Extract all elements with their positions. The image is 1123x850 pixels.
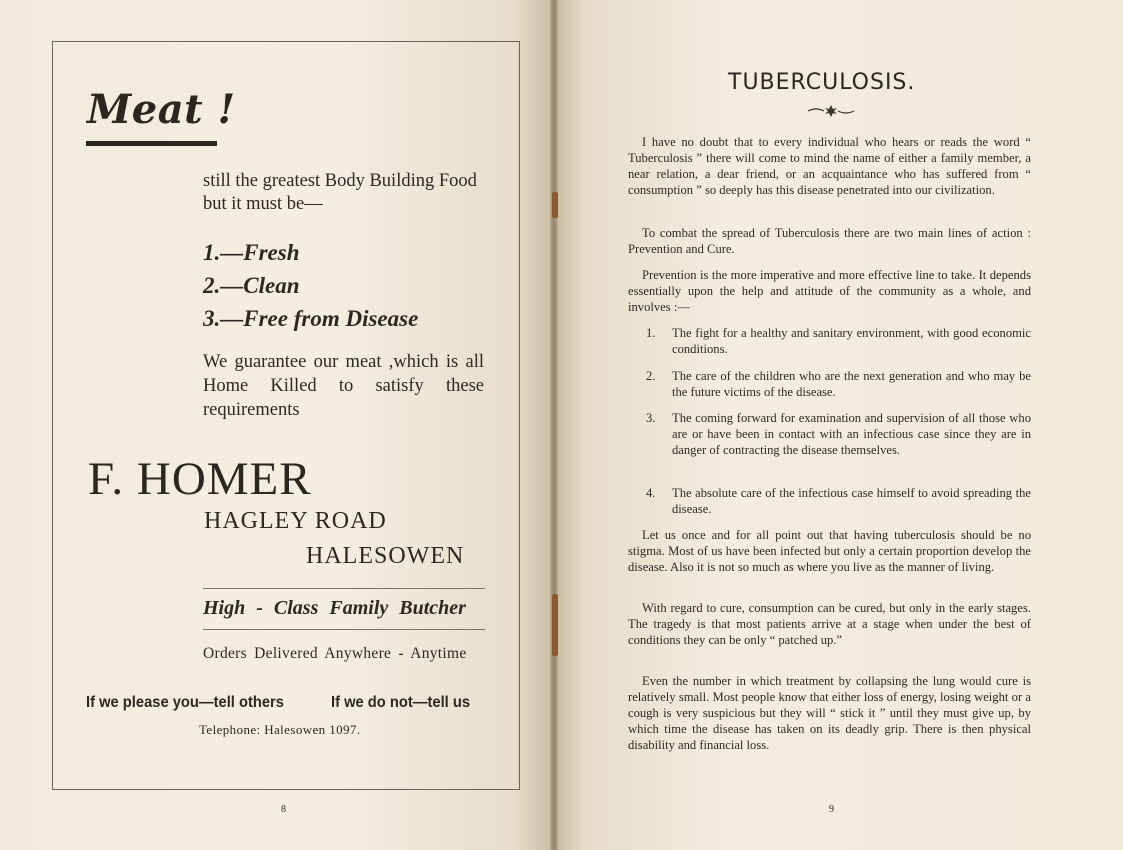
page-number-right: 9 — [829, 804, 834, 815]
requirement-item: 3.—Free from Disease — [203, 306, 419, 331]
slogan-right: If we do not—tell us — [331, 694, 471, 711]
slogan-left: If we please you—tell others — [86, 694, 284, 711]
staple-top — [552, 192, 558, 218]
divider-bottom — [203, 629, 485, 630]
advert-heading: Meat ! — [87, 86, 236, 133]
list-text: The absolute care of the infectious case himself to avoid spreading the disease. — [672, 486, 1031, 516]
paragraph: I have no doubt that to every individual who hears or reads the word “ Tuberculosis ” there will come to mind the name of either a family member, a near relation, a dear friend, or an acquaintance who has suffered from “ consumption ” so deeply has this disease penetrated into our civilization. — [628, 135, 1031, 197]
advert-intro: still the greatest Body Building Food but it must be— — [203, 171, 477, 214]
heading-underline — [86, 141, 217, 146]
paragraph: Prevention is the more imperative and more effective line to take. It depends essentially upon the help and attitude of the community as a whole, and involves :— — [628, 268, 1031, 314]
requirement-item: 2.—Clean — [203, 273, 300, 298]
paragraph: Let us once and for all point out that having tuberculosis should be no stigma. Most of us have been infected but only a certain proportion develop the disease. Also it is not so much as where you live as the manner of living. — [628, 528, 1031, 574]
address-line-2: HALESOWEN — [306, 543, 465, 569]
page-number-left: 8 — [281, 804, 286, 815]
business-name: F. HOMER — [88, 453, 312, 505]
list-text: The care of the children who are the next generation and who may be the future victims of the disease. — [672, 369, 1031, 399]
divider-top — [203, 588, 485, 589]
list-number: 2. — [646, 369, 656, 383]
telephone-line: Telephone: Halesowen 1097. — [199, 722, 361, 737]
list-number: 4. — [646, 486, 656, 500]
ornament-icon — [806, 104, 856, 118]
spine-gutter — [550, 0, 558, 850]
list-number: 1. — [646, 326, 656, 340]
staple-bottom — [552, 594, 558, 656]
business-tagline: High - Class Family Butcher — [203, 597, 466, 619]
list-text: The coming forward for examination and supervision of all those who are or have been in contact with an infectious case since they are in danger of contracting the disease themselves. — [672, 411, 1031, 457]
paragraph: With regard to cure, consumption can be cured, but only in the early stages. The tragedy is that most patients arrive at a stage when under the best of conditions they can be only “ patched up.” — [628, 601, 1031, 647]
paragraph: To combat the spread of Tuberculosis there are two main lines of action : Prevention and Cure. — [628, 226, 1031, 256]
list-number: 3. — [646, 411, 656, 425]
paragraph: Even the number in which treatment by collapsing the lung would cure is relatively small. Most people know that either loss of energy, losing weight or a cough is very suspicious but they will “ stick it ” until they must give up, by which time the disease has taken on its deadly grip. There is then physical disability and financial loss. — [628, 674, 1031, 752]
requirements-list — [203, 236, 418, 335]
guarantee-text: We guarantee our meat ,which is all Home Killed to satisfy these requirements — [203, 352, 484, 420]
article-title: TUBERCULOSIS. — [728, 70, 916, 95]
list-text: The fight for a healthy and sanitary environment, with good economic conditions. — [672, 326, 1031, 356]
requirement-item: 1.—Fresh — [203, 240, 300, 265]
delivery-text: Orders Delivered Anywhere - Anytime — [203, 645, 467, 662]
address-line-1: HAGLEY ROAD — [204, 508, 387, 534]
